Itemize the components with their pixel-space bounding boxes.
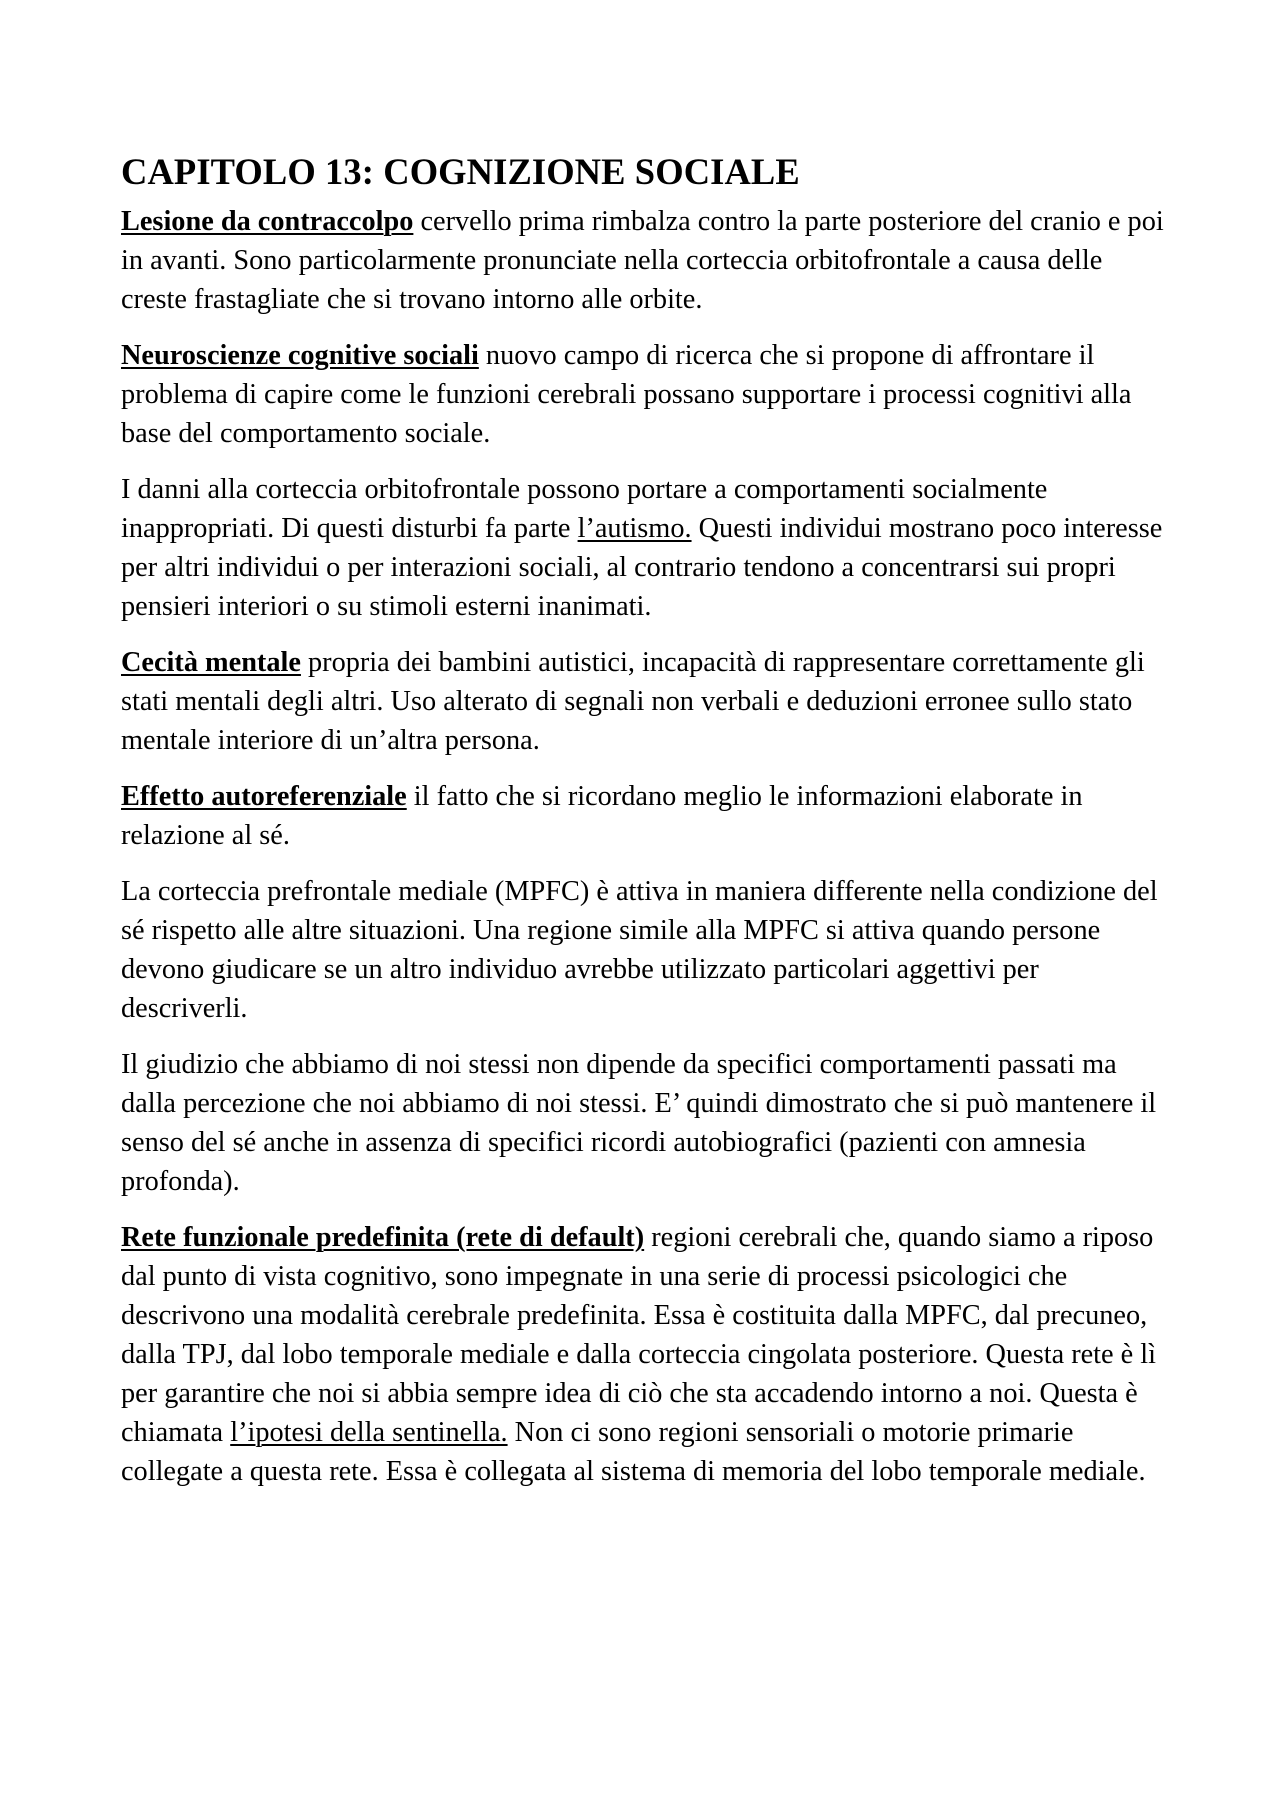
underlined-autismo: l’autismo. xyxy=(577,513,692,544)
paragraph-text: La corteccia prefrontale mediale (MPFC) è attiva in maniera differente nella condizione del sé rispetto alle altre situazioni. Una regione simile alla MPFC si attiva quando persone devono giudicare se un altro individuo avrebbe utilizzato particolari aggettivi per descriverli. xyxy=(121,876,1158,1024)
paragraph-text: Non ci sono regioni sensoriali o motorie primarie collegate a questa rete. Essa è collegata al sistema di memoria del lobo temporale mediale. xyxy=(121,1417,1146,1487)
paragraph-giudizio xyxy=(121,1045,1171,1201)
term-lesione-contraccolpo: Lesione da contraccolpo xyxy=(121,206,414,237)
paragraph-effetto-autoreferenziale xyxy=(121,777,1171,855)
page-title: CAPITOLO 13: COGNIZIONE SOCIALE xyxy=(121,151,800,192)
paragraph-mpfc xyxy=(121,872,1171,1028)
paragraph-text: propria dei bambini autistici, incapacità di rappresentare correttamente gli stati mentali degli altri. Uso alterato di segnali non verbali e deduzioni erronee sullo stato mentale interiore di un’altra persona. xyxy=(121,647,1145,756)
paragraph-neuroscienze xyxy=(121,336,1171,453)
paragraph-text: nuovo campo di ricerca che si propone di affrontare il problema di capire come le funzioni cerebrali possano supportare i processi cognitivi alla base del comportamento sociale. xyxy=(121,340,1132,449)
term-effetto-autoreferenziale: Effetto autoreferenziale xyxy=(121,781,407,812)
paragraph-rete-default xyxy=(121,1218,1171,1491)
underlined-ipotesi-sentinella: l’ipotesi della sentinella. xyxy=(230,1417,508,1448)
paragraph-text: il fatto che si ricordano meglio le informazioni elaborate in relazione al sé. xyxy=(121,781,1083,851)
term-rete-funzionale-predefinita: Rete funzionale predefinita (rete di default) xyxy=(121,1222,645,1253)
paragraph-text: Questi individui mostrano poco interesse per altri individui o per interazioni sociali, al contrario tendono a concentrarsi sui propri pensieri interiori o su stimoli esterni inanimati. xyxy=(121,513,1163,622)
paragraph-text: cervello prima rimbalza contro la parte posteriore del cranio e poi in avanti. Sono particolarmente pronunciate nella corteccia orbitofrontale a causa delle creste frastagliate che si trovano intorno alle orbite. xyxy=(121,206,1164,315)
paragraph-text: I danni alla corteccia orbitofrontale possono portare a comportamenti socialmente inappropriati. Di questi disturbi fa parte xyxy=(121,474,1048,544)
paragraph-text: regioni cerebrali che, quando siamo a riposo dal punto di vista cognitivo, sono impegnate in una serie di processi psicologici che descrivono una modalità cerebrale predefinita. Essa è costituita dalla MPFC, dal precuneo, dalla TPJ, dal lobo temporale mediale e dalla corteccia cingolata posteriore. Questa rete è lì per garantire che noi si abbia sempre idea di ciò che sta accadendo intorno a noi. Questa è chiamata xyxy=(121,1222,1157,1448)
term-cecita-mentale: Cecità mentale xyxy=(121,647,301,678)
term-neuroscienze-cognitive-sociali: Neuroscienze cognitive sociali xyxy=(121,340,479,371)
paragraph-danni-orbitofrontale xyxy=(121,470,1171,626)
paragraph-text: Il giudizio che abbiamo di noi stessi non dipende da specifici comportamenti passati ma dalla percezione che noi abbiamo di noi stessi. E’ quindi dimostrato che si può mantenere il senso del sé anche in assenza di specifici ricordi autobiografici (pazienti con amnesia profonda). xyxy=(121,1049,1157,1197)
paragraph-cecita-mentale xyxy=(121,643,1171,760)
paragraph-lesione-contraccolpo xyxy=(121,202,1171,319)
document-body xyxy=(121,150,1171,1508)
